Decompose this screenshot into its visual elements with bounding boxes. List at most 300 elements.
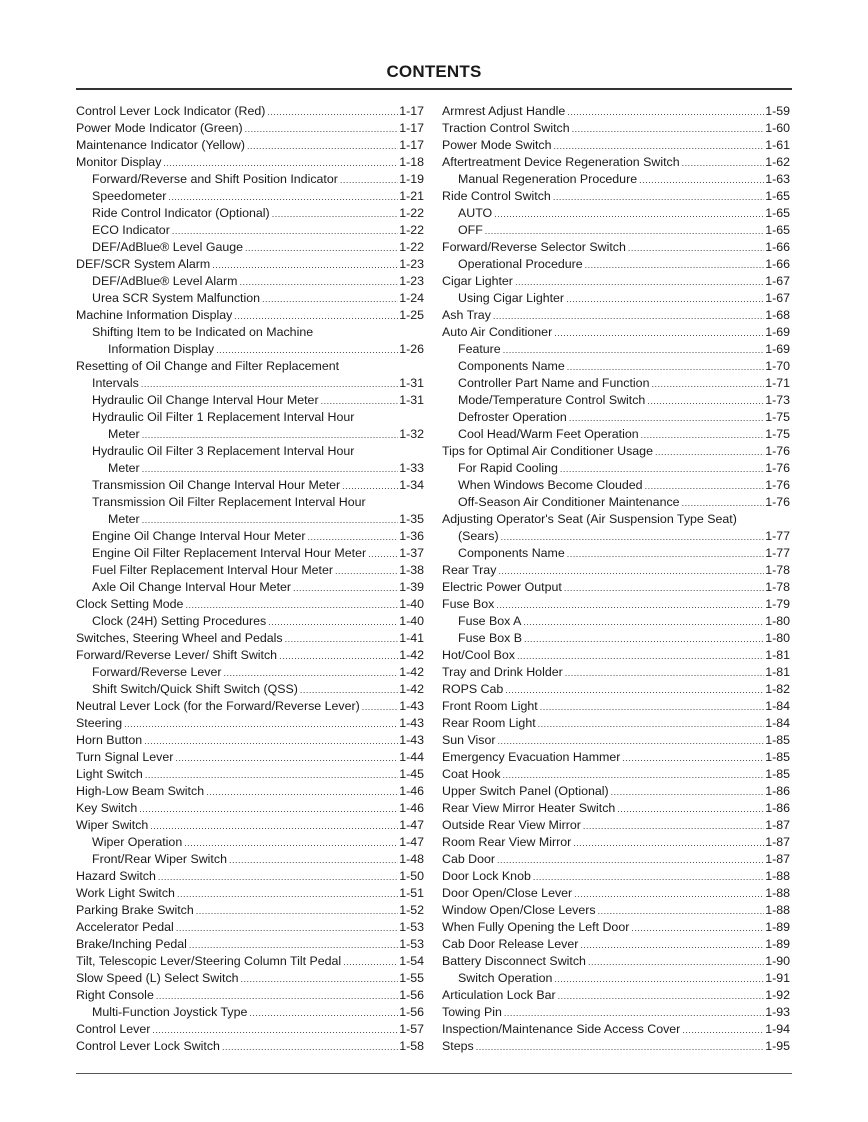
toc-entry[interactable]	[76, 664, 424, 681]
toc-entry[interactable]	[442, 817, 790, 834]
toc-entry-page: 1-90	[765, 954, 790, 968]
toc-entry-page: 1-76	[765, 461, 790, 475]
dot-leader	[503, 342, 764, 359]
toc-entry-page: 1-22	[399, 206, 424, 220]
toc-entry-title: Accelerator Pedal	[76, 920, 174, 934]
toc-entry[interactable]	[76, 562, 424, 579]
toc-entry-title: Rear Tray	[442, 563, 497, 577]
toc-entry[interactable]	[76, 800, 424, 817]
toc-entry[interactable]	[76, 698, 424, 715]
toc-entry-page: 1-58	[399, 1039, 424, 1053]
toc-entry-page: 1-93	[765, 1005, 790, 1019]
toc-entry-page: 1-43	[399, 716, 424, 730]
dot-leader	[485, 223, 764, 240]
toc-entry-page: 1-54	[399, 954, 424, 968]
toc-entry[interactable]	[442, 511, 790, 528]
toc-entry-page: 1-31	[399, 393, 424, 407]
toc-entry[interactable]	[442, 188, 790, 205]
toc-entry-title: Resetting of Oil Change and Filter Replacement	[76, 359, 340, 373]
toc-entry-title: Horn Button	[76, 733, 143, 747]
toc-entry[interactable]	[76, 715, 424, 732]
toc-entry[interactable]	[76, 885, 424, 902]
toc-entry-title: Light Switch	[76, 767, 143, 781]
toc-entry[interactable]	[76, 579, 424, 596]
toc-entry[interactable]	[76, 256, 424, 273]
toc-entry[interactable]	[76, 171, 424, 188]
toc-entry-page: 1-19	[399, 172, 424, 186]
toc-entry-page: 1-80	[765, 614, 790, 628]
toc-entry[interactable]	[76, 137, 424, 154]
toc-entry-title: Manual Regeneration Procedure	[458, 172, 638, 186]
dot-leader	[567, 359, 764, 376]
toc-entry[interactable]	[442, 596, 790, 613]
dot-leader	[212, 257, 398, 274]
toc-entry-page: 1-60	[765, 121, 790, 135]
toc-entry-page: 1-77	[765, 529, 790, 543]
toc-entry-title: Forward/Reverse Lever	[92, 665, 222, 679]
toc-entry-title: Switch Operation	[458, 971, 553, 985]
toc-entry[interactable]	[442, 171, 790, 188]
toc-entry[interactable]	[442, 239, 790, 256]
toc-entry-title: Rear Room Light	[442, 716, 536, 730]
toc-entry-page: 1-42	[399, 648, 424, 662]
toc-entry[interactable]	[76, 120, 424, 137]
toc-entry[interactable]	[76, 392, 424, 409]
toc-entry-page: 1-17	[399, 121, 424, 135]
toc-entry-page: 1-23	[399, 257, 424, 271]
toc-entry[interactable]	[442, 528, 790, 545]
dot-leader	[524, 631, 764, 648]
toc-entry[interactable]	[442, 953, 790, 970]
dot-leader	[268, 614, 398, 631]
toc-entry[interactable]	[76, 970, 424, 987]
toc-entry-title: Hazard Switch	[76, 869, 156, 883]
toc-entry[interactable]	[442, 919, 790, 936]
toc-entry[interactable]	[76, 188, 424, 205]
toc-entry[interactable]	[442, 460, 790, 477]
toc-entry[interactable]	[76, 528, 424, 545]
dot-leader	[554, 971, 764, 988]
toc-entry-page: 1-69	[765, 325, 790, 339]
toc-entry-page: 1-75	[765, 410, 790, 424]
toc-entry-page: 1-52	[399, 903, 424, 917]
toc-entry[interactable]	[76, 902, 424, 919]
toc-entry-title: Feature	[458, 342, 501, 356]
dot-leader	[540, 699, 764, 716]
dot-leader	[554, 325, 764, 342]
toc-entry-page: 1-67	[765, 274, 790, 288]
dot-leader	[566, 291, 764, 308]
toc-entry[interactable]	[442, 579, 790, 596]
toc-entry-page: 1-76	[765, 478, 790, 492]
toc-entry[interactable]	[442, 1004, 790, 1021]
toc-entry[interactable]	[76, 1038, 424, 1055]
toc-entry-page: 1-59	[765, 104, 790, 118]
toc-entry[interactable]	[442, 613, 790, 630]
dot-leader	[156, 988, 398, 1005]
toc-entry[interactable]	[442, 307, 790, 324]
toc-entry-page: 1-55	[399, 971, 424, 985]
dot-leader	[196, 903, 398, 920]
dot-leader	[216, 342, 398, 359]
toc-entry-page: 1-46	[399, 801, 424, 815]
toc-entry-title: Turn Signal Lever	[76, 750, 174, 764]
toc-entry-title: Cool Head/Warm Feet Operation	[458, 427, 639, 441]
toc-entry[interactable]	[76, 596, 424, 613]
toc-entry-title: DEF/AdBlue® Level Alarm	[92, 274, 238, 288]
dot-leader	[505, 682, 764, 699]
toc-entry[interactable]	[76, 154, 424, 171]
toc-entry[interactable]	[442, 1021, 790, 1038]
toc-entry-page: 1-71	[765, 376, 790, 390]
toc-entry-title: Key Switch	[76, 801, 138, 815]
dot-leader	[497, 852, 764, 869]
toc-entry-title: Ride Control Indicator (Optional)	[92, 206, 270, 220]
toc-entry-title: Fuel Filter Replacement Interval Hour Meter	[92, 563, 334, 577]
toc-entry[interactable]	[76, 817, 424, 834]
toc-entry-page: 1-32	[399, 427, 424, 441]
toc-entry-title: Clock (24H) Setting Procedures	[92, 614, 267, 628]
toc-entry[interactable]	[76, 426, 424, 443]
dot-leader	[279, 648, 398, 665]
toc-entry-title: Urea SCR System Malfunction	[92, 291, 261, 305]
toc-entry[interactable]	[76, 953, 424, 970]
toc-entry-page: 1-75	[765, 427, 790, 441]
toc-entry-title: Clock Setting Mode	[76, 597, 184, 611]
toc-entry-page: 1-51	[399, 886, 424, 900]
dot-leader	[611, 784, 765, 801]
toc-entry-title: Slow Speed (L) Select Switch	[76, 971, 239, 985]
toc-entry[interactable]	[442, 341, 790, 358]
dot-leader	[267, 104, 398, 121]
toc-entry-title: High-Low Beam Switch	[76, 784, 205, 798]
toc-entry[interactable]	[76, 783, 424, 800]
toc-entry[interactable]	[76, 545, 424, 562]
dot-leader	[583, 818, 764, 835]
toc-entry[interactable]	[76, 358, 424, 375]
toc-entry-page: 1-17	[399, 138, 424, 152]
toc-entry[interactable]	[76, 732, 424, 749]
dot-leader	[554, 138, 765, 155]
toc-entry[interactable]	[76, 290, 424, 307]
toc-entry[interactable]	[442, 936, 790, 953]
toc-entry[interactable]	[76, 324, 424, 341]
toc-entry[interactable]	[76, 273, 424, 290]
toc-entry-page: 1-78	[765, 580, 790, 594]
dot-leader	[572, 121, 765, 138]
toc-entry[interactable]	[76, 1004, 424, 1021]
toc-entry-title: Battery Disconnect Switch	[442, 954, 586, 968]
toc-entry-page: 1-25	[399, 308, 424, 322]
dot-leader	[565, 665, 764, 682]
toc-entry[interactable]	[442, 834, 790, 851]
toc-entry-page: 1-56	[399, 988, 424, 1002]
dot-leader	[142, 461, 399, 478]
toc-entry[interactable]	[442, 902, 790, 919]
dot-leader	[567, 104, 764, 121]
toc-entry[interactable]	[442, 443, 790, 460]
dot-leader	[240, 274, 399, 291]
dot-leader	[145, 767, 398, 784]
dot-leader	[504, 1005, 764, 1022]
toc-entry[interactable]	[76, 239, 424, 256]
dot-leader	[622, 750, 764, 767]
toc-entry[interactable]	[442, 358, 790, 375]
toc-entry[interactable]	[76, 103, 424, 120]
dot-leader	[163, 155, 398, 172]
dot-leader	[651, 376, 764, 393]
toc-entry[interactable]	[442, 494, 790, 511]
toc-entry-page: 1-76	[765, 495, 790, 509]
toc-entry-page: 1-38	[399, 563, 424, 577]
toc-entry-title: Electric Power Output	[442, 580, 562, 594]
toc-entry-page: 1-94	[765, 1022, 790, 1036]
toc-entry[interactable]	[442, 868, 790, 885]
toc-entry-title: Ash Tray	[442, 308, 491, 322]
toc-entry-title: Shifting Item to be Indicated on Machine	[92, 325, 314, 339]
toc-entry-page: 1-34	[399, 478, 424, 492]
toc-entry-title: Switches, Steering Wheel and Pedals	[76, 631, 283, 645]
page-title: CONTENTS	[386, 62, 482, 81]
toc-entry[interactable]	[442, 715, 790, 732]
toc-entry-page: 1-87	[765, 835, 790, 849]
toc-entry[interactable]	[76, 630, 424, 647]
toc-entry[interactable]	[442, 732, 790, 749]
toc-entry[interactable]	[442, 120, 790, 137]
toc-entry[interactable]	[76, 868, 424, 885]
dot-leader	[245, 121, 399, 138]
toc-entry-title: Engine Oil Filter Replacement Interval Hour Meter	[92, 546, 367, 560]
toc-entry-title: Front/Rear Wiper Switch	[92, 852, 227, 866]
dot-leader	[496, 597, 764, 614]
toc-entry-title: Fuse Box	[442, 597, 495, 611]
toc-entry-page: 1-31	[399, 376, 424, 390]
toc-entry-title: Auto Air Conditioner	[442, 325, 553, 339]
toc-entry[interactable]	[76, 460, 424, 477]
dot-leader	[503, 767, 765, 784]
toc-entry[interactable]	[76, 341, 424, 358]
toc-entry-page: 1-89	[765, 920, 790, 934]
toc-entry[interactable]	[442, 885, 790, 902]
toc-entry-title: Steps	[442, 1039, 474, 1053]
toc-entry[interactable]	[76, 1021, 424, 1038]
toc-entry[interactable]	[76, 205, 424, 222]
toc-entry[interactable]	[442, 137, 790, 154]
dot-leader	[498, 733, 765, 750]
dot-leader	[285, 631, 399, 648]
toc-entry[interactable]	[442, 324, 790, 341]
toc-entry-page: 1-87	[765, 852, 790, 866]
toc-entry-title: Tilt, Telescopic Lever/Steering Column Tilt Pedal	[76, 954, 342, 968]
toc-entry[interactable]	[442, 749, 790, 766]
toc-entry-page: 1-67	[765, 291, 790, 305]
toc-entry[interactable]	[76, 749, 424, 766]
toc-entry-title: Meter	[108, 512, 140, 526]
toc-entry-page: 1-95	[765, 1039, 790, 1053]
toc-entry[interactable]	[76, 936, 424, 953]
toc-entry[interactable]	[76, 477, 424, 494]
toc-entry[interactable]	[442, 256, 790, 273]
toc-entry[interactable]	[442, 103, 790, 120]
toc-entry-title: Room Rear View Mirror	[442, 835, 572, 849]
toc-entry-title: Emergency Evacuation Hammer	[442, 750, 621, 764]
toc-entry-title: Power Mode Indicator (Green)	[76, 121, 243, 135]
dot-leader	[342, 478, 398, 495]
dot-leader	[144, 733, 398, 750]
toc-entry-page: 1-88	[765, 886, 790, 900]
toc-entry[interactable]	[442, 426, 790, 443]
toc-entry-title: AUTO	[458, 206, 493, 220]
toc-entry[interactable]	[442, 222, 790, 239]
dot-leader	[631, 920, 764, 937]
toc-entry-title: Articulation Lock Bar	[442, 988, 556, 1002]
toc-entry[interactable]	[442, 375, 790, 392]
toc-entry[interactable]	[76, 987, 424, 1004]
dot-leader	[517, 648, 764, 665]
toc-entry[interactable]	[76, 222, 424, 239]
toc-entry-title: Ride Control Switch	[442, 189, 551, 203]
toc-entry[interactable]	[76, 766, 424, 783]
toc-entry-page: 1-24	[399, 291, 424, 305]
dot-leader	[523, 614, 764, 631]
toc-entry[interactable]	[442, 851, 790, 868]
toc-entry[interactable]	[442, 800, 790, 817]
toc-entry-title: Door Open/Close Lever	[442, 886, 573, 900]
dot-leader	[501, 529, 765, 546]
toc-entry-page: 1-89	[765, 937, 790, 951]
toc-entry[interactable]	[442, 392, 790, 409]
toc-entry-page: 1-78	[765, 563, 790, 577]
toc-entry[interactable]	[442, 154, 790, 171]
toc-entry[interactable]	[442, 409, 790, 426]
toc-entry-page: 1-70	[765, 359, 790, 373]
toc-entry-page: 1-22	[399, 223, 424, 237]
toc-entry[interactable]	[76, 511, 424, 528]
dot-leader	[647, 393, 764, 410]
toc-entry[interactable]	[442, 766, 790, 783]
toc-entry-page: 1-82	[765, 682, 790, 696]
toc-entry-page: 1-18	[399, 155, 424, 169]
toc-entry[interactable]	[76, 307, 424, 324]
toc-entry-page: 1-35	[399, 512, 424, 526]
toc-entry[interactable]	[442, 664, 790, 681]
toc-entry[interactable]	[442, 273, 790, 290]
dot-leader	[139, 801, 398, 818]
toc-entry-page: 1-33	[399, 461, 424, 475]
toc-entry-title: Towing Pin	[442, 1005, 502, 1019]
dot-leader	[184, 835, 398, 852]
toc-entry-title: Inspection/Maintenance Side Access Cover	[442, 1022, 681, 1036]
toc-entry-page: 1-73	[765, 393, 790, 407]
dot-leader	[533, 869, 764, 886]
toc-entry[interactable]	[76, 494, 424, 511]
toc-entry-page: 1-91	[765, 971, 790, 985]
dot-leader	[168, 189, 398, 206]
dot-leader	[553, 189, 764, 206]
title-rule	[76, 88, 792, 90]
toc-entry[interactable]	[442, 477, 790, 494]
dot-leader	[476, 1039, 765, 1056]
dot-leader	[494, 206, 764, 223]
toc-entry-page: 1-26	[399, 342, 424, 356]
toc-entry-title: Outside Rear View Mirror	[442, 818, 581, 832]
toc-entry[interactable]	[76, 409, 424, 426]
dot-leader	[172, 223, 398, 240]
toc-entry-page: 1-68	[765, 308, 790, 322]
toc-entry[interactable]	[442, 647, 790, 664]
toc-entry[interactable]	[442, 630, 790, 647]
toc-entry[interactable]	[442, 290, 790, 307]
dot-leader	[343, 954, 398, 971]
toc-entry-title: Maintenance Indicator (Yellow)	[76, 138, 245, 152]
toc-entry[interactable]	[76, 919, 424, 936]
toc-entry[interactable]	[76, 375, 424, 392]
dot-leader	[206, 784, 398, 801]
toc-entry-page: 1-88	[765, 869, 790, 883]
dot-leader	[588, 954, 764, 971]
dot-leader	[223, 665, 398, 682]
dot-leader	[598, 903, 765, 920]
toc-entry-title: Fuse Box B	[458, 631, 523, 645]
toc-entry-title: Front Room Light	[442, 699, 538, 713]
toc-entry-title: Engine Oil Change Interval Hour Meter	[92, 529, 306, 543]
toc-entry-page: 1-65	[765, 189, 790, 203]
toc-entry[interactable]	[442, 205, 790, 222]
toc-entry-title: Axle Oil Change Interval Hour Meter	[92, 580, 292, 594]
footer-rule	[76, 1073, 792, 1074]
dot-leader	[628, 240, 764, 257]
toc-entry-page: 1-36	[399, 529, 424, 543]
dot-leader	[158, 869, 398, 886]
toc-entry-title: Monitor Display	[76, 155, 162, 169]
toc-entry[interactable]	[442, 681, 790, 698]
toc-entry-title: Speedometer	[92, 189, 167, 203]
toc-entry[interactable]	[76, 613, 424, 630]
toc-entry-title: Sun Visor	[442, 733, 496, 747]
dot-leader	[655, 444, 764, 461]
dot-leader	[249, 1005, 398, 1022]
toc-entry[interactable]	[442, 987, 790, 1004]
toc-entry-title: Intervals	[92, 376, 139, 390]
toc-entry-title: Transmission Oil Change Interval Hour Meter	[92, 478, 341, 492]
dot-leader	[142, 512, 399, 529]
toc-entry-title: Machine Information Display	[76, 308, 233, 322]
toc-entry[interactable]	[442, 970, 790, 987]
toc-entry-page: 1-76	[765, 444, 790, 458]
toc-entry-page: 1-88	[765, 903, 790, 917]
dot-leader	[580, 937, 764, 954]
toc-entry[interactable]	[442, 562, 790, 579]
toc-entry-page: 1-85	[765, 767, 790, 781]
toc-entry-page: 1-40	[399, 614, 424, 628]
dot-leader	[152, 1022, 398, 1039]
toc-entry[interactable]	[76, 681, 424, 698]
toc-entry[interactable]	[442, 783, 790, 800]
toc-entry[interactable]	[76, 647, 424, 664]
toc-entry[interactable]	[76, 834, 424, 851]
dot-leader	[185, 597, 398, 614]
toc-entry[interactable]	[442, 698, 790, 715]
toc-entry[interactable]	[76, 851, 424, 868]
toc-entry[interactable]	[442, 1038, 790, 1055]
toc-entry[interactable]	[76, 443, 424, 460]
toc-entry-page: 1-17	[399, 104, 424, 118]
toc-entry-page: 1-41	[399, 631, 424, 645]
toc-entry-title: Hydraulic Oil Filter 1 Replacement Interval Hour	[92, 410, 355, 424]
toc-entry-title: Cab Door	[442, 852, 496, 866]
toc-entry-title: Meter	[108, 427, 140, 441]
toc-entry[interactable]	[442, 545, 790, 562]
